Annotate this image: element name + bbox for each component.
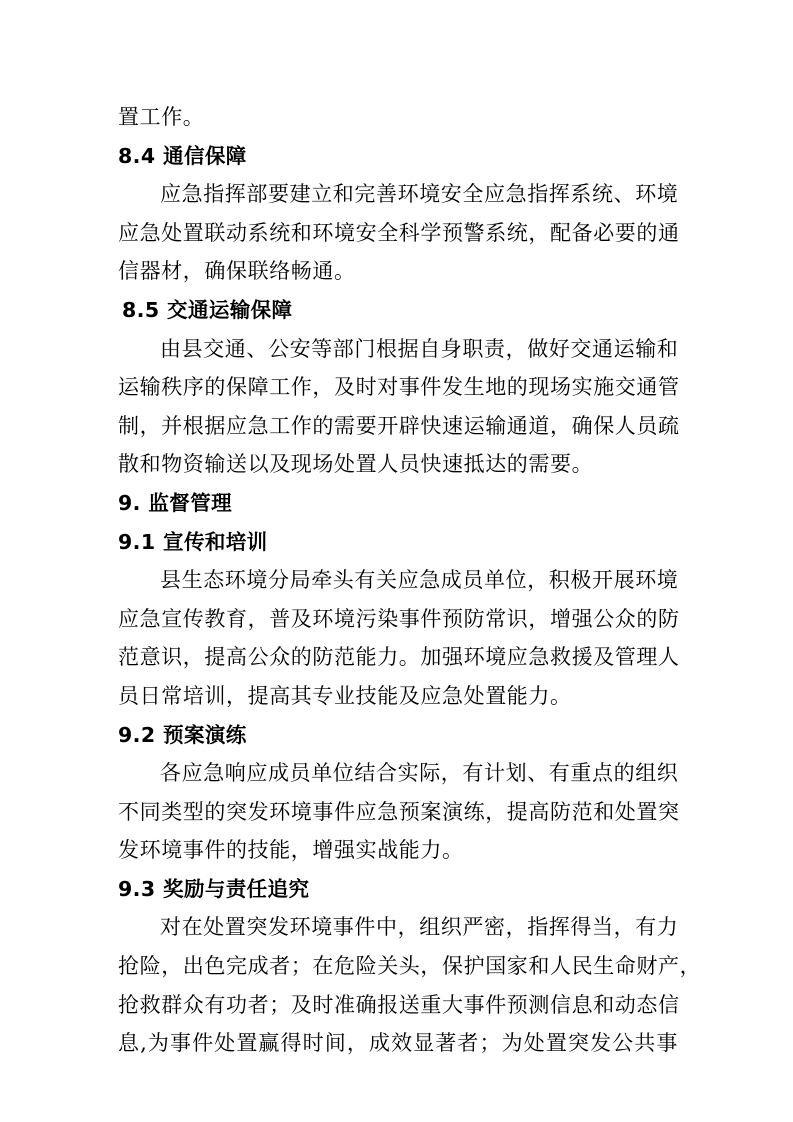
paragraph-line: 置工作。 — [118, 105, 205, 129]
paragraph-line: 各应急响应成员单位结合实际，有计划、有重点的组织 — [160, 761, 679, 786]
paragraph-line: 发环境事件的技能，增强实战能力。 — [118, 838, 464, 863]
paragraph-line: 对在处置突发环境事件中，组织严密，指挥得当，有力 — [160, 915, 679, 940]
section-heading-8-4: 8.4 通信保障 — [118, 143, 247, 168]
paragraph-line: 员日常培训，提高其专业技能及应急处置能力。 — [118, 683, 572, 708]
paragraph-line: 运输秩序的保障工作，及时对事件发生地的现场实施交通管 — [118, 375, 680, 400]
paragraph-line: 应急指挥部要建立和完善环境安全应急指挥系统、环境 — [160, 182, 679, 207]
section-heading-8-5: 8.5 交通运输保障 — [122, 297, 293, 322]
paragraph-line: 由县交通、公安等部门根据自身职责，做好交通运输和 — [160, 336, 679, 361]
paragraph-line: 应急宣传教育，普及环境污染事件预防常识，增强公众的防 — [118, 606, 680, 631]
paragraph-line: 信器材，确保联络畅通。 — [118, 259, 356, 284]
paragraph-line: 抢险，出色完成者；在危险关头，保护国家和人民生命财产， — [118, 954, 702, 979]
paragraph-line: 范意识，提高公众的防范能力。加强环境应急救援及管理人 — [118, 645, 680, 670]
paragraph-line: 应急处置联动系统和环境安全科学预警系统，配备必要的通 — [118, 220, 680, 245]
paragraph-line: 制，并根据应急工作的需要开辟快速运输通道，确保人员疏 — [118, 413, 680, 438]
section-heading-9-3: 9.3 奖励与责任追究 — [118, 876, 310, 901]
paragraph-line: 散和物资输送以及现场处置人员快速抵达的需要。 — [118, 452, 594, 477]
paragraph-line: 不同类型的突发环境事件应急预案演练，提高防范和处置突 — [118, 799, 680, 824]
paragraph-line: 息,为事件处置赢得时间，成效显著者；为处置突发公共事 — [118, 1031, 678, 1056]
section-heading-9-1: 9.1 宣传和培训 — [118, 529, 268, 554]
paragraph-line: 县生态环境分局牵头有关应急成员单位，积极开展环境 — [160, 568, 679, 593]
section-heading-9-2: 9.2 预案演练 — [118, 722, 247, 747]
document-page — [118, 98, 702, 1063]
paragraph-line: 抢救群众有功者；及时准确报送重大事件预测信息和动态信 — [118, 992, 680, 1017]
section-heading-9: 9. 监督管理 — [118, 490, 232, 515]
